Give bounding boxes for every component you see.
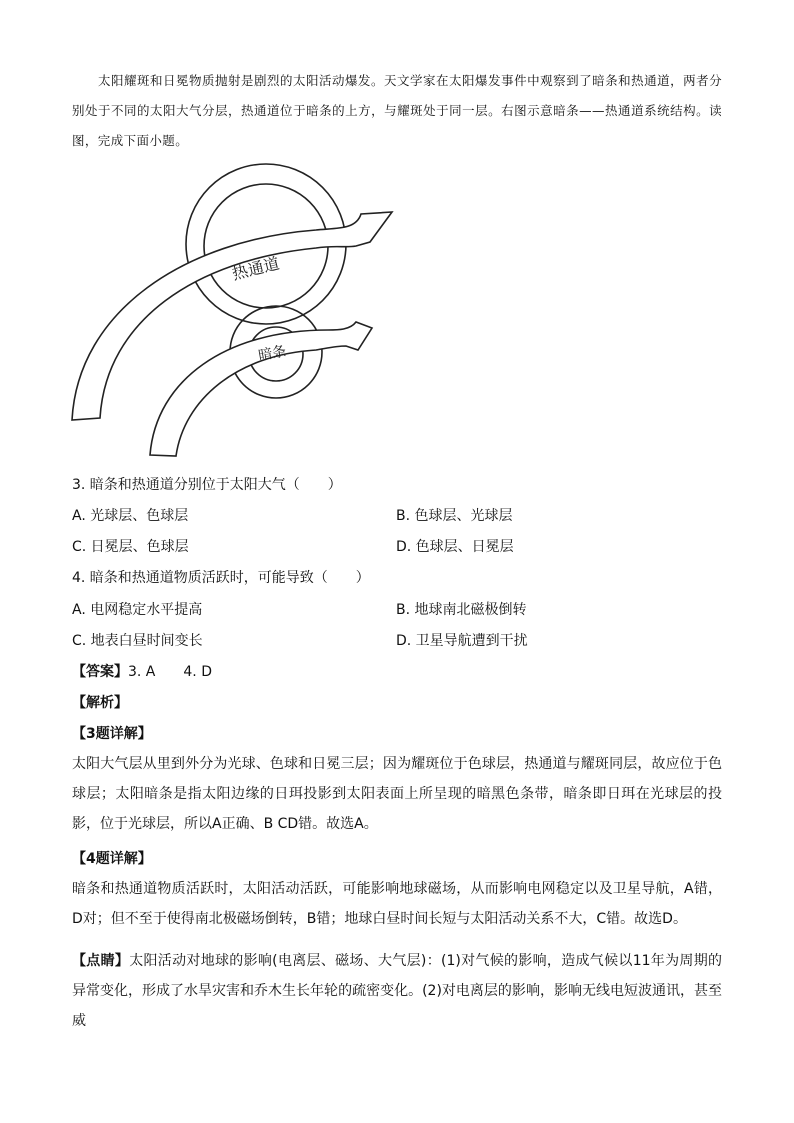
answer-text: 3. A 4. D — [128, 664, 212, 680]
intro-paragraph — [72, 66, 722, 156]
q3-option-b[interactable]: B. 色球层、光球层 — [396, 508, 513, 524]
detail3-label: 【3题详解】 — [72, 726, 152, 742]
question-3-stem: 3. 暗条和热通道分别位于太阳大气（ ） — [72, 477, 342, 493]
question-4-stem: 4. 暗条和热通道物质活跃时，可能导致（ ） — [72, 570, 370, 586]
q4-option-a[interactable]: A. 电网稳定水平提高 — [72, 602, 203, 618]
detail3-text: 太阳大气层从里到外分为光球、色球和日冕三层；因为耀斑位于色球层，热通道与耀斑同层，故应位于色球层；太阳暗条是指太阳边缘的日珥投影到太阳表面上所呈现的暗黑色条带，暗条即日珥在光球层的投影，位于光球层，所以A正确、B CD错。故选A。 — [72, 756, 722, 832]
detail4-label: 【4题详解】 — [72, 851, 152, 867]
hot-channel-label: 热通道 — [230, 253, 282, 284]
intro-text: 太阳耀斑和日冕物质抛射是剧烈的太阳活动爆发。天文学家在太阳爆发事件中观察到了暗条和热通道，两者分别处于不同的太阳大气分层，热通道位于暗条的上方，与耀斑处于同一层。右图示意暗条——热通道系统结构。读图，完成下面小题。 — [72, 73, 722, 148]
point-text: 太阳活动对地球的影响(电离层、磁场、大气层)：(1)对气候的影响，造成气候以11年为周期的异常变化，形成了水旱灾害和乔木生长年轮的疏密变化。(2)对电离层的影响，影响无线电短波通讯，甚至威 — [72, 953, 722, 1029]
q4-option-c[interactable]: C. 地表白昼时间变长 — [72, 633, 203, 649]
point-paragraph — [72, 946, 722, 1036]
q3-option-a[interactable]: A. 光球层、色球层 — [72, 508, 189, 524]
q3-option-d[interactable]: D. 色球层、日冕层 — [396, 539, 514, 555]
analysis-label: 【解析】 — [72, 695, 128, 711]
answer-line — [72, 661, 212, 681]
q3-option-c[interactable]: C. 日冕层、色球层 — [72, 539, 189, 555]
dark-filament-label: 暗条 — [257, 343, 288, 365]
darkfilament-hotchannel-diagram — [66, 160, 426, 460]
q4-option-d[interactable]: D. 卫星导航遭到干扰 — [396, 633, 528, 649]
point-label: 【点睛】 — [72, 953, 130, 969]
dark-filament-arrow — [150, 322, 372, 456]
answer-label: 【答案】 — [72, 664, 128, 680]
q4-option-b[interactable]: B. 地球南北磁极倒转 — [396, 602, 527, 618]
detail4-text: 暗条和热通道物质活跃时，太阳活动活跃，可能影响地球磁场，从而影响电网稳定以及卫星导航，A错，D对；但不至于使得南北极磁场倒转，B错；地球白昼时间长短与太阳活动关系不大，C错。故选D。 — [72, 881, 722, 927]
